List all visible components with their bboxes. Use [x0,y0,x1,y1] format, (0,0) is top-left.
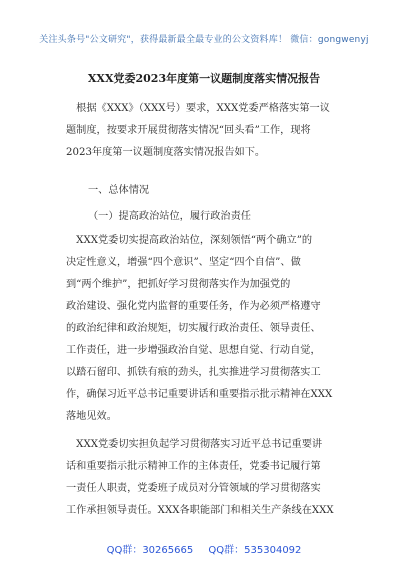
paragraph-line: XXX党委切实担负起学习贯彻落实习近平总书记重要讲 [66,439,323,450]
body-paragraph-2 [66,434,346,522]
intro-line: 题制度，按要求开展贯彻落实情况“回头看”工作，现将 [66,125,311,136]
paragraph-line: 落地见效。 [66,411,117,422]
paragraph-line: 的政治纪律和政治规矩，切实履行政治责任、领导责任、 [66,323,321,334]
subsection-heading: （一）提高政治站位，履行政治责任 [88,211,251,222]
header-banner: 关注头条号"公文研究"，获得最新最全最专业的公文资料库！ 微信：gongwenyj [39,35,369,45]
paragraph-line: 工作责任，进一步增强政治自觉、思想自觉、行动自觉， [66,345,321,356]
paragraph-line: 政治建设、强化党内监督的重要任务，作为必须严格遵守 [66,301,321,312]
document-title: XXX党委2023年度第一议题制度落实情况报告 [87,72,321,85]
qq-group-2: QQ群：535304092 [208,545,302,556]
paragraph-line: 作，确保习近平总书记重要讲话和重要指示批示精神在XXX [66,389,333,400]
paragraph-line: XXX党委切实提高政治站位，深刻领悟“两个确立”的 [66,235,313,246]
qq-group-1: QQ群：30265665 [106,545,194,556]
intro-line: 根据《XXX》（XXX号）要求，XXX党委严格落实第一议 [66,103,330,114]
paragraph-line: 决定性意义，增强“四个意识”、坚定“四个自信”、做 [66,257,301,268]
paragraph-line: 一责任人职责，党委班子成员对分管领域的学习贯彻落实 [66,483,321,494]
intro-paragraph [66,98,346,164]
footer-contact [0,541,408,556]
section-heading: 一、总体情况 [88,185,150,196]
paragraph-line: 到“两个维护”，把抓好学习贯彻落实作为加强党的 [66,279,291,290]
paragraph-line: 话和重要指示批示精神工作的主体责任，党委书记履行第 [66,461,321,472]
body-paragraph-1 [66,230,346,428]
paragraph-line: 工作承担领导责任。XXX各职能部门和相关生产条线在XXX [66,505,334,516]
intro-line: 2023年度第一议题制度落实情况报告如下。 [66,147,266,158]
paragraph-line: 以踏石留印、抓铁有痕的劲头，扎实推进学习贯彻落实工 [66,367,321,378]
